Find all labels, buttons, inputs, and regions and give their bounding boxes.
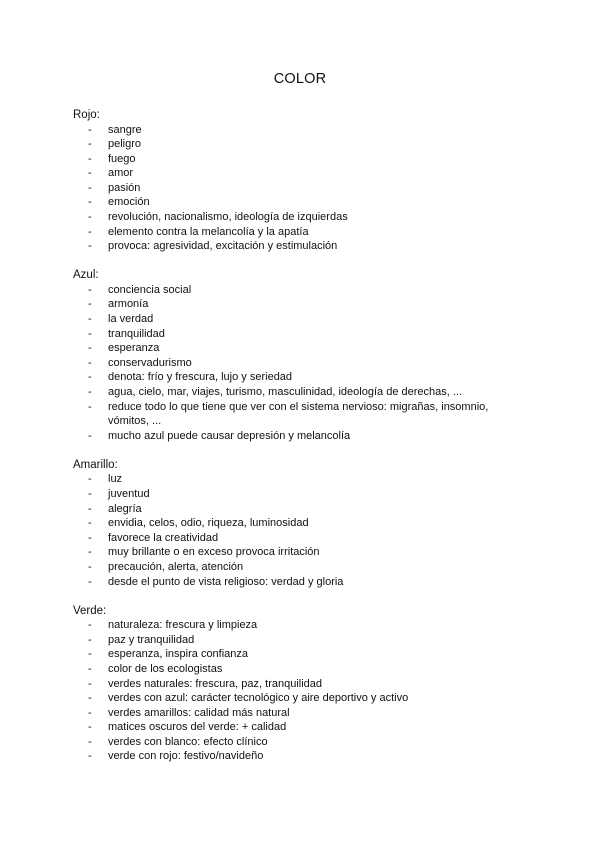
- bullet-dash: -: [88, 167, 92, 180]
- list-item: [73, 575, 513, 590]
- section-heading: Verde:: [73, 604, 107, 617]
- bullet-dash: -: [88, 531, 92, 544]
- list-item-text: mucho azul puede causar depresión y melancolía: [108, 429, 351, 442]
- color-section: [73, 108, 513, 254]
- list-item-text: favorece la creatividad: [108, 531, 219, 544]
- list-item-text: verdes con azul: carácter tecnológico y aire deportivo y activo: [108, 692, 409, 705]
- list-item: [73, 370, 513, 385]
- bullet-dash: -: [88, 152, 92, 165]
- list-item-text: desde el punto de vista religioso: verdad y gloria: [108, 575, 344, 588]
- item-list: [73, 123, 513, 254]
- bullet-dash: -: [88, 502, 92, 515]
- list-item: [73, 239, 513, 254]
- list-item: [73, 210, 513, 225]
- list-item: [73, 735, 513, 750]
- color-sections: [73, 108, 513, 779]
- list-item: [73, 560, 513, 575]
- color-section: [73, 604, 513, 764]
- color-section: [73, 268, 513, 443]
- document-title: COLOR: [273, 71, 327, 87]
- list-item: [73, 516, 513, 531]
- list-item: [73, 472, 513, 487]
- list-item-text: verde con rojo: festivo/navideño: [108, 750, 264, 763]
- list-item: [73, 137, 513, 152]
- list-item: [73, 545, 513, 560]
- bullet-dash: -: [88, 313, 92, 326]
- bullet-dash: -: [88, 429, 92, 442]
- list-item-text: color de los ecologistas: [108, 662, 223, 675]
- list-item: [73, 633, 513, 648]
- bullet-dash: -: [88, 487, 92, 500]
- bullet-dash: -: [88, 560, 92, 573]
- list-item: [73, 356, 513, 371]
- list-item-text: luz: [108, 473, 123, 486]
- list-item-text: verdes con blanco: efecto clínico: [108, 735, 268, 748]
- bullet-dash: -: [88, 196, 92, 209]
- item-list: [73, 618, 513, 764]
- list-item: [73, 297, 513, 312]
- bullet-dash: -: [88, 735, 92, 748]
- bullet-dash: -: [88, 575, 92, 588]
- list-item: [73, 327, 513, 342]
- list-item: [73, 166, 513, 181]
- list-item-text: precaución, alerta, atención: [108, 560, 244, 573]
- list-item-text: conciencia social: [108, 283, 192, 296]
- list-item: [73, 677, 513, 692]
- list-item-text: verdes amarillos: calidad más natural: [108, 706, 290, 719]
- list-item: [73, 749, 513, 764]
- bullet-dash: -: [88, 211, 92, 224]
- section-heading: Azul:: [73, 269, 99, 282]
- bullet-dash: -: [88, 298, 92, 311]
- list-item: [73, 720, 513, 735]
- list-item-text: provoca: agresividad, excitación y estimulación: [108, 240, 338, 253]
- item-list: [73, 283, 513, 444]
- list-item-text: armonía: [108, 298, 149, 311]
- list-item: [73, 123, 513, 138]
- bullet-dash: -: [88, 677, 92, 690]
- list-item: [73, 181, 513, 196]
- list-item-text: denota: frío y frescura, lujo y seriedad: [108, 371, 293, 384]
- list-item: [73, 487, 513, 502]
- list-item-text: la verdad: [108, 313, 154, 326]
- bullet-dash: -: [88, 648, 92, 661]
- bullet-dash: -: [88, 371, 92, 384]
- bullet-dash: -: [88, 517, 92, 530]
- bullet-dash: -: [88, 721, 92, 734]
- list-item-text: tranquilidad: [108, 327, 165, 340]
- list-item: [73, 502, 513, 517]
- list-item-text: esperanza: [108, 342, 160, 355]
- bullet-dash: -: [88, 181, 92, 194]
- bullet-dash: -: [88, 327, 92, 340]
- list-item: [73, 531, 513, 546]
- bullet-dash: -: [88, 400, 92, 413]
- list-item: [73, 195, 513, 210]
- bullet-dash: -: [88, 706, 92, 719]
- list-item: [73, 400, 513, 429]
- list-item-text: muy brillante o en exceso provoca irritación: [108, 546, 320, 559]
- list-item-text: elemento contra la melancolía y la apatía: [108, 225, 309, 238]
- list-item: [73, 385, 513, 400]
- bullet-dash: -: [88, 225, 92, 238]
- list-item-text: reduce todo lo que tiene que ver con el sistema nervioso: migrañas, insomnio, vómitos, ...: [108, 400, 489, 428]
- color-section: [73, 458, 513, 589]
- list-item: [73, 691, 513, 706]
- bullet-dash: -: [88, 138, 92, 151]
- bullet-dash: -: [88, 240, 92, 253]
- list-item-text: matices oscuros del verde: + calidad: [108, 721, 287, 734]
- list-item-text: naturaleza: frescura y limpieza: [108, 619, 258, 632]
- list-item-text: envidia, celos, odio, riqueza, luminosidad: [108, 517, 309, 530]
- list-item-text: esperanza, inspira confianza: [108, 648, 249, 661]
- bullet-dash: -: [88, 283, 92, 296]
- bullet-dash: -: [88, 692, 92, 705]
- bullet-dash: -: [88, 356, 92, 369]
- bullet-dash: -: [88, 546, 92, 559]
- section-heading: Rojo:: [73, 109, 100, 121]
- bullet-dash: -: [88, 342, 92, 355]
- list-item: [73, 312, 513, 327]
- list-item-text: pasión: [108, 181, 141, 194]
- list-item-text: verdes naturales: frescura, paz, tranquilidad: [108, 677, 323, 690]
- list-item-text: emoción: [108, 196, 150, 209]
- bullet-dash: -: [88, 473, 92, 486]
- item-list: [73, 472, 513, 589]
- bullet-dash: -: [88, 662, 92, 675]
- list-item-text: amor: [108, 167, 134, 180]
- list-item: [73, 618, 513, 633]
- list-item: [73, 662, 513, 677]
- list-item-text: revolución, nacionalismo, ideología de izquierdas: [108, 211, 348, 224]
- list-item: [73, 283, 513, 298]
- list-item-text: agua, cielo, mar, viajes, turismo, masculinidad, ideología de derechas, ...: [108, 386, 463, 398]
- list-item: [73, 152, 513, 167]
- list-item-text: sangre: [108, 123, 142, 136]
- list-item-text: juventud: [108, 487, 150, 500]
- list-item: [73, 225, 513, 240]
- list-item: [73, 706, 513, 721]
- list-item-text: conservadurismo: [108, 356, 192, 369]
- bullet-dash: -: [88, 750, 92, 763]
- list-item-text: paz y tranquilidad: [108, 633, 195, 646]
- list-item-text: fuego: [108, 152, 136, 165]
- bullet-dash: -: [88, 386, 92, 398]
- list-item: [73, 429, 513, 444]
- section-heading: Amarillo:: [73, 458, 118, 471]
- list-item: [73, 341, 513, 356]
- list-item-text: alegría: [108, 502, 142, 515]
- bullet-dash: -: [88, 633, 92, 646]
- bullet-dash: -: [88, 619, 92, 632]
- bullet-dash: -: [88, 123, 92, 136]
- list-item: [73, 647, 513, 662]
- list-item-text: peligro: [108, 138, 142, 151]
